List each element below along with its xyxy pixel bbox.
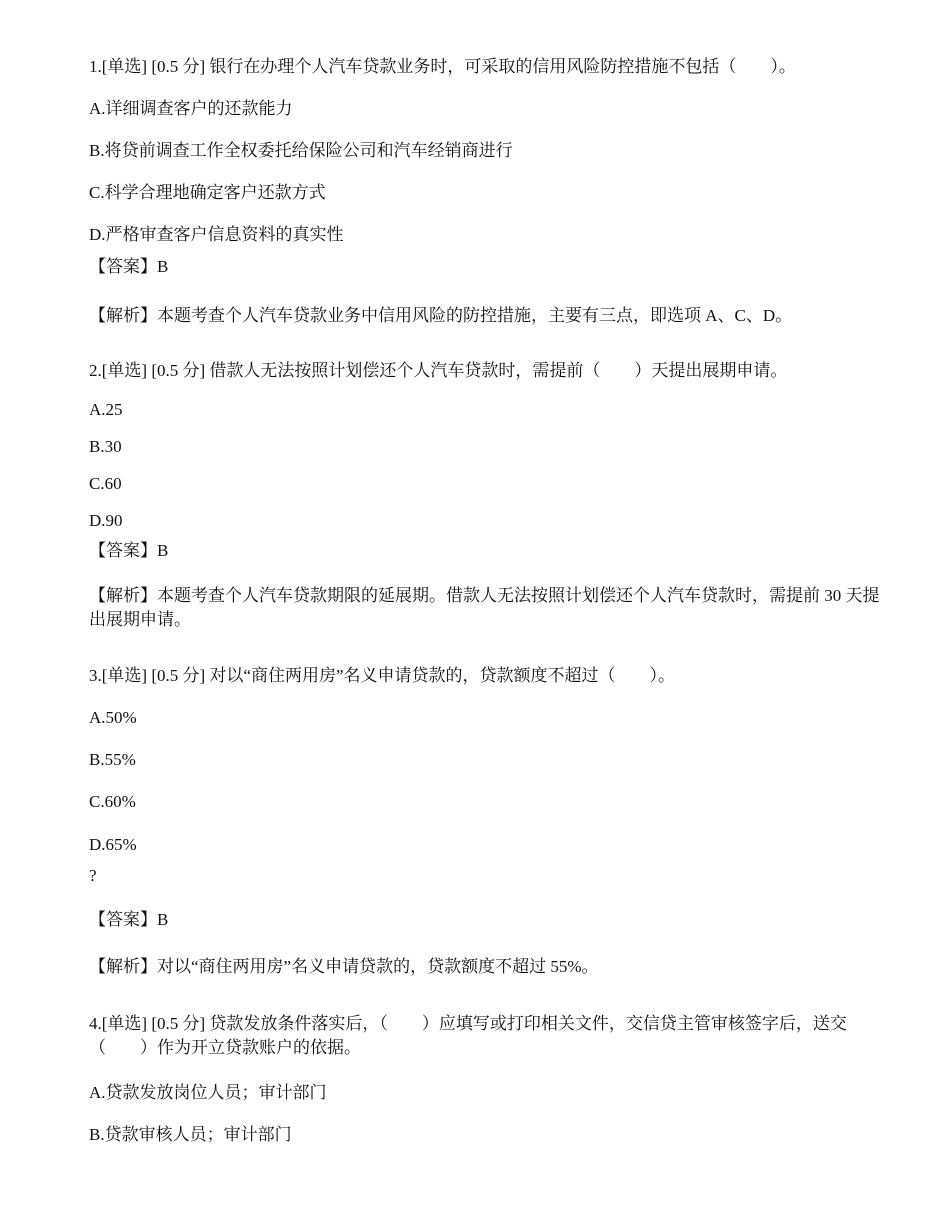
question-3-stray-mark: ? bbox=[89, 866, 97, 885]
question-1-option-b: B.将贷前调查工作全权委托给保险公司和汽车经销商进行 bbox=[89, 141, 513, 160]
question-1-option-a: A.详细调查客户的还款能力 bbox=[89, 99, 293, 118]
question-2-stem: 2.[单选] [0.5 分] 借款人无法按照计划偿还个人汽车贷款时，需提前（ ）天提出展期申请。 bbox=[89, 361, 788, 380]
question-3-answer: 【答案】B bbox=[89, 910, 169, 929]
question-3-option-b: B.55% bbox=[89, 750, 136, 769]
question-3-option-c: C.60% bbox=[89, 792, 136, 811]
question-1-answer: 【答案】B bbox=[89, 257, 169, 276]
question-1-analysis: 【解析】本题考查个人汽车贷款业务中信用风险的防控措施，主要有三点，即选项 A、C、D。 bbox=[89, 306, 793, 325]
question-1-stem: 1.[单选] [0.5 分] 银行在办理个人汽车贷款业务时，可采取的信用风险防控措施不包括（ ）。 bbox=[89, 57, 796, 76]
question-3-option-a: A.50% bbox=[89, 708, 137, 727]
question-2-option-d: D.90 bbox=[89, 511, 123, 530]
question-2-analysis: 【解析】本题考查个人汽车贷款期限的延展期。借款人无法按照计划偿还个人汽车贷款时，需提前 30 天提出展期申请。 bbox=[89, 586, 880, 629]
question-2-option-b: B.30 bbox=[89, 437, 122, 456]
question-4-option-a: A.贷款发放岗位人员；审计部门 bbox=[89, 1083, 327, 1102]
question-2-option-c: C.60 bbox=[89, 474, 122, 493]
question-3-option-d: D.65% bbox=[89, 835, 137, 854]
question-1-option-c: C.科学合理地确定客户还款方式 bbox=[89, 183, 326, 202]
question-4-stem: 4.[单选] [0.5 分] 贷款发放条件落实后，（ ）应填写或打印相关文件，交信贷主管审核签字后，送交（ ）作为开立贷款账户的依据。 bbox=[89, 1014, 847, 1057]
question-3-stem: 3.[单选] [0.5 分] 对以“商住两用房”名义申请贷款的，贷款额度不超过（ ）。 bbox=[89, 666, 675, 685]
question-2-option-a: A.25 bbox=[89, 400, 123, 419]
question-2-answer: 【答案】B bbox=[89, 541, 169, 560]
question-1-option-d: D.严格审查客户信息资料的真实性 bbox=[89, 225, 344, 244]
question-3-analysis: 【解析】对以“商住两用房”名义申请贷款的，贷款额度不超过 55%。 bbox=[89, 957, 599, 976]
question-4-option-b: B.贷款审核人员；审计部门 bbox=[89, 1125, 292, 1144]
